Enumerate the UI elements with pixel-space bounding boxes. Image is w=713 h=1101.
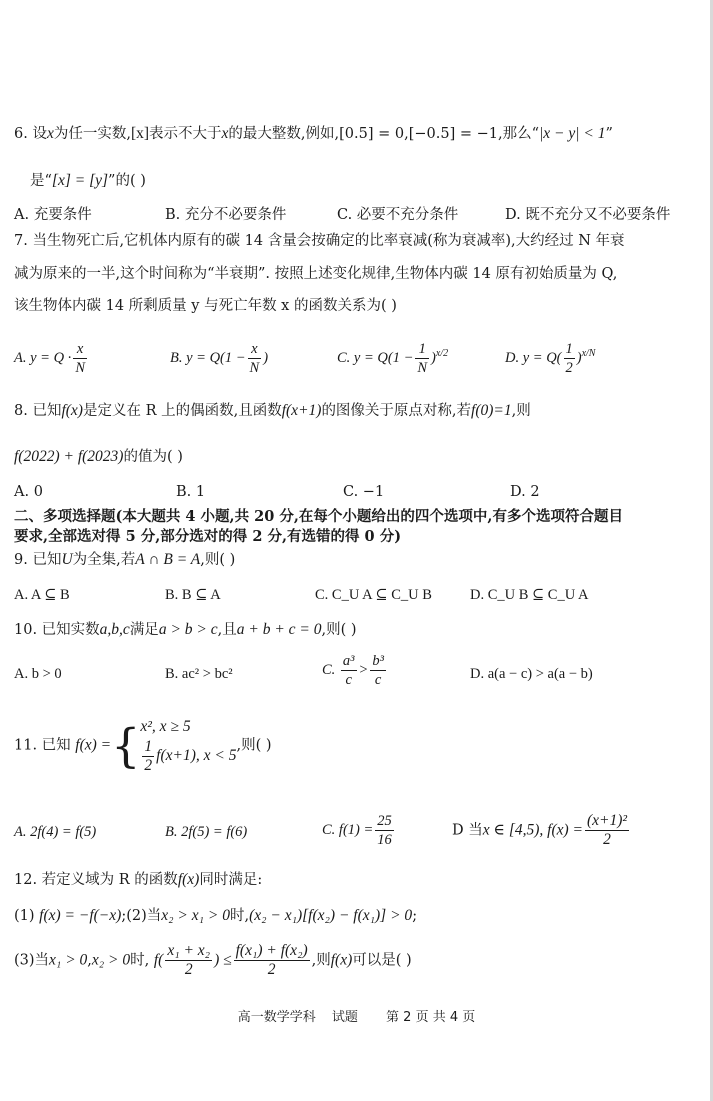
q12-math: ) ≤	[214, 951, 232, 969]
q10-math: a,b,c	[99, 621, 130, 638]
q10-option-b: B. ac² > bc²	[165, 666, 233, 682]
q12-math: x₂ > x₁ > 0	[161, 907, 230, 924]
q12-text: 可以是( )	[352, 952, 412, 969]
fraction-denominator: c	[345, 672, 352, 688]
q9-stem	[14, 550, 235, 570]
piecewise-brace: {	[111, 718, 141, 773]
q6-floor: [x]	[130, 125, 150, 142]
option-label: C.	[322, 661, 336, 678]
q11-option-a: A. 2f(4) = f(5)	[14, 824, 97, 840]
fraction-numerator: 1	[565, 341, 573, 357]
q12-text: ,	[87, 952, 92, 969]
fraction-numerator: (x+1)²	[587, 812, 628, 829]
q7-option-a-text: A. y = Q ·	[14, 349, 72, 366]
q10-option-d: D. a(a − c) > a(a − b)	[470, 666, 593, 682]
q10-text: ,且	[217, 622, 237, 638]
q6-condition: [x] = [y]	[51, 172, 109, 189]
q12-fraction-1	[165, 942, 212, 979]
q7-option-b	[170, 340, 268, 377]
fraction-denominator: N	[417, 360, 428, 376]
q6-text: 为任一实数,	[53, 126, 131, 142]
fraction-numerator: b³	[372, 653, 384, 669]
q7-line2: 减为原来的一半,这个时间称为“半衰期”. 按照上述变化规律,生物体内碳 14 原有初始质量为 Q,	[14, 266, 618, 282]
fraction-numerator: x	[73, 340, 87, 359]
fraction-denominator: 2	[267, 961, 276, 978]
q10-option-a: A. b > 0	[14, 666, 62, 682]
fraction-numerator: x₁ + x₂	[167, 942, 211, 959]
q7-option-d-fraction	[564, 340, 575, 377]
q9-text: ,则( )	[200, 552, 236, 568]
q11-option-c	[322, 812, 396, 849]
q9-option-c: C. C_U A ⊆ C_U B	[315, 587, 432, 603]
q8-option-c: C. −1	[343, 484, 385, 500]
q9-option-a: A. A ⊆ B	[14, 587, 70, 603]
option-math: x ∈ [4,5), f(x) =	[482, 821, 584, 839]
fraction-denominator: 2	[565, 360, 573, 376]
q8-text: ,则	[511, 403, 531, 419]
q12-text: ,则	[311, 952, 331, 969]
exponent: x/2	[435, 348, 449, 359]
q12-math: f(	[153, 951, 164, 969]
fraction-numerator: 1	[415, 340, 429, 359]
q10-text: 10. 已知实数	[14, 622, 100, 638]
q11-function: f(x) =	[75, 736, 112, 754]
q10-text: ,则( )	[321, 622, 357, 638]
q8-math: f(x+1)	[281, 402, 322, 419]
q10-text: 满足	[129, 622, 159, 638]
footer-kind: 试题	[331, 1010, 358, 1025]
fraction-denominator: 2	[184, 961, 193, 978]
q7-option-b-text: B. y = Q(1 −	[170, 349, 246, 366]
fraction-denominator: 2	[144, 757, 153, 774]
q10-option-c-fraction-1	[341, 652, 357, 689]
q12-text: 同时满足:	[199, 872, 263, 888]
q11-text: 11. 已知	[14, 737, 71, 754]
q10-math: a > b > c	[158, 621, 218, 638]
q7-option-c-fraction	[415, 340, 429, 377]
footer-subject: 高一数学学科	[237, 1010, 316, 1025]
fraction-numerator: x	[248, 340, 262, 359]
fraction-denominator: c	[374, 672, 382, 688]
q11-option-d-fraction	[585, 812, 629, 849]
fraction-denominator: 2	[603, 831, 611, 848]
q10-stem	[14, 620, 357, 640]
q12-text: 时,	[130, 952, 150, 969]
piece-expression: f(x+1), x < 5	[156, 747, 237, 765]
fraction-denominator: N	[75, 360, 85, 376]
q11-option-d	[452, 812, 631, 849]
q6-text: 的最大整数,例如,[0.5] = 0,[−0.5] = −1,那么“	[228, 126, 540, 142]
q8-math: f(0)=1	[471, 402, 512, 419]
q10-math: a + b + c = 0	[236, 621, 322, 638]
piece-case-2	[140, 738, 236, 775]
footer-page-number: 第 2 页 共 4 页	[386, 1010, 476, 1025]
q6-text: 是“	[30, 173, 52, 189]
fraction-numerator: f(x₁) + f(x₂)	[235, 942, 308, 959]
q7-option-c-text: C. y = Q(1 −	[337, 349, 414, 366]
q12-text: 时,	[229, 908, 250, 924]
q6-condition: |x − y| < 1	[539, 125, 606, 142]
fraction-denominator: 16	[377, 832, 392, 848]
q8-option-d: D. 2	[510, 484, 540, 500]
q6-text: 表示不大于	[149, 126, 222, 142]
q12-text: ;(2)当	[121, 908, 162, 924]
q10-option-c-fraction-2	[370, 652, 386, 689]
q7-option-d-text: D. y = Q(	[505, 349, 562, 366]
q6-option-b: B. 充分不必要条件	[165, 207, 287, 223]
fraction-numerator: 1	[144, 738, 153, 755]
q12-text: (3)当	[14, 952, 50, 969]
q8-text: 的图像关于原点对称,若	[321, 403, 472, 419]
q12-line3	[14, 942, 412, 979]
q6-var: x	[221, 125, 229, 142]
q6-line2	[30, 171, 146, 191]
q12-text: (1)	[14, 908, 35, 924]
q6-var: x	[46, 125, 54, 142]
q9-text: 为全集,若	[72, 552, 136, 568]
q11-text: ,则( )	[236, 737, 272, 754]
q12-line1	[14, 870, 262, 890]
q9-option-b: B. B ⊆ A	[165, 587, 221, 603]
q12-line2	[14, 906, 417, 926]
q12-math: f(x)	[330, 951, 353, 969]
fraction-denominator: N	[249, 360, 260, 376]
q8-line1	[14, 401, 531, 421]
piece-fraction	[142, 738, 154, 775]
q7-option-c	[337, 340, 448, 377]
exponent: x/N	[581, 348, 596, 359]
q7-line3: 该生物体内碳 14 所剩质量 y 与死亡年数 x 的函数关系为( )	[14, 298, 397, 314]
paren: )	[431, 349, 436, 366]
q12-math: x₁ > 0	[49, 951, 88, 969]
fraction-numerator: a³	[342, 653, 355, 669]
q7-line1: 7. 当生物死亡后,它机体内原有的碳 14 含量会按确定的比率衰减(称为衰减率),大约经过 N 年衰	[14, 233, 625, 249]
q11-option-c-fraction	[375, 812, 394, 849]
q12-math: f(x) = −f(−x)	[39, 907, 122, 924]
q12-text: ;	[412, 908, 418, 924]
q7-option-d	[505, 340, 595, 377]
q8-math: f(x)	[61, 402, 83, 419]
section2-heading-line2: 要求,全部选对得 5 分,部分选对的得 2 分,有选错的得 0 分)	[14, 528, 402, 545]
q8-option-b: B. 1	[176, 484, 206, 500]
q7-option-b-fraction	[248, 340, 262, 377]
q6-option-d: D. 既不充分又不必要条件	[505, 207, 671, 223]
q9-math: A ∩ B = A	[135, 551, 201, 568]
q12-math: (x₂ − x₁)[f(x₂) − f(x₁)] > 0	[249, 907, 413, 924]
q8-text: 8. 已知	[14, 403, 62, 419]
paren: )	[576, 349, 582, 366]
fraction-numerator: 25	[377, 813, 392, 829]
option-text: C. f(1) =	[322, 821, 374, 838]
q11-stem	[14, 716, 272, 775]
q6-option-a: A. 充要条件	[14, 207, 92, 223]
q12-fraction-2	[234, 942, 310, 979]
q8-math: f(2022) + f(2023)	[14, 448, 124, 465]
q8-option-a: A. 0	[14, 484, 43, 500]
q8-line2	[14, 447, 183, 467]
q11-option-b: B. 2f(5) = f(6)	[165, 824, 248, 840]
q11-piecewise	[140, 716, 236, 775]
q6-text: ”	[605, 126, 613, 142]
page-footer	[0, 1006, 713, 1025]
q12-text: 12. 若定义域为 R 的函数	[14, 872, 178, 888]
q8-text: 是定义在 R 上的偶函数,且函数	[82, 403, 282, 419]
q12-math: x₂ > 0	[91, 951, 131, 969]
q9-math: U	[61, 551, 73, 568]
q6-line1	[14, 124, 613, 144]
q6-text: 6. 设	[14, 126, 47, 142]
section2-heading-line1: 二、多项选择题(本大题共 4 小题,共 20 分,在每个小题给出的四个选项中,有多个选项符合题目	[14, 508, 623, 525]
q9-option-d: D. C_U B ⊆ C_U A	[470, 587, 589, 603]
q12-math: f(x)	[177, 871, 200, 888]
q8-text: 的值为( )	[123, 449, 183, 465]
q9-text: 9. 已知	[14, 552, 62, 568]
q6-option-c: C. 必要不充分条件	[337, 207, 459, 223]
option-text: D 当	[452, 822, 483, 839]
q7-option-a-fraction	[73, 340, 87, 377]
q10-option-c	[322, 652, 388, 689]
greater-than: >	[358, 661, 369, 678]
paren: )	[263, 349, 269, 366]
q7-option-a	[14, 340, 89, 377]
q6-text: ”的( )	[108, 173, 146, 189]
piece-case-1: x², x ≥ 5	[140, 718, 191, 735]
